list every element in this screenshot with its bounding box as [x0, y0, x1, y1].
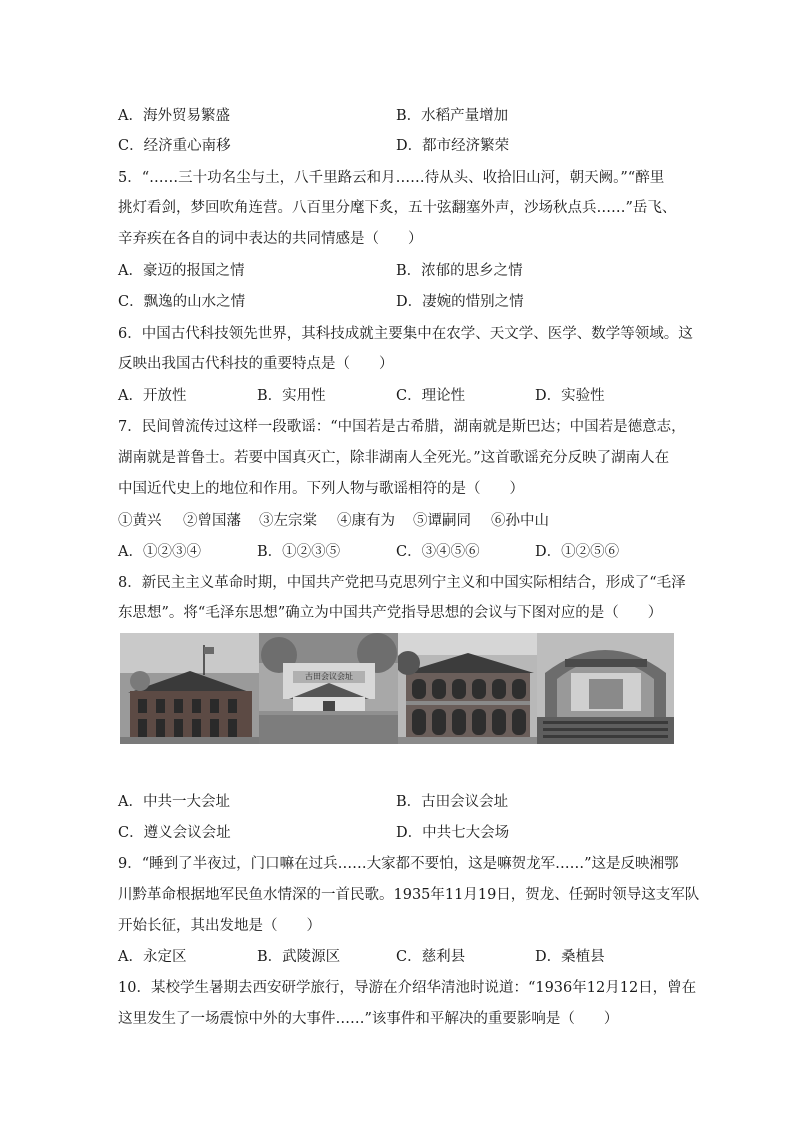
q6-option-d: D．实验性 — [535, 388, 605, 404]
q10-stem-line1: 10．某校学生暑期去西安研学旅行，导游在介绍华清池时说道：“1936年12月12日，曾在 — [118, 980, 697, 996]
q6-option-b: B．实用性 — [257, 388, 326, 404]
q9-option-d: D．桑植县 — [535, 949, 605, 965]
q7-item-2: ②曾国藩 — [183, 513, 241, 529]
q6-option-a: A．开放性 — [118, 388, 187, 404]
q9-option-b: B．武陵源区 — [257, 949, 341, 965]
q9-stem-line3: 开始长征，其出发地是（ ） — [118, 918, 321, 934]
q8-photo-brick-building — [120, 633, 259, 744]
q8-stem-line1: 8．新民主主义革命时期，中国共产党把马克思列宁主义和中国实际相结合，形成了“毛泽 — [118, 575, 686, 591]
q5-option-b: B．浓郁的思乡之情 — [396, 263, 523, 279]
q6-stem-line1: 6．中国古代科技领先世界，其科技成就主要集中在农学、天文学、医学、数学等领域。这 — [118, 326, 693, 342]
q8-photo-gutian-site — [259, 633, 398, 744]
q7-option-d: D．①②⑤⑥ — [535, 544, 620, 560]
q7-item-1: ①黄兴 — [118, 513, 162, 529]
q4-option-c: C．经济重心南移 — [118, 138, 231, 154]
q7-option-c: C．③④⑤⑥ — [396, 544, 480, 560]
q8-photo-strip — [120, 633, 674, 744]
q8-option-c: C．遵义会议会址 — [118, 825, 231, 841]
q7-stem-line3: 中国近代史上的地位和作用。下列人物与歌谣相符的是（ ） — [118, 481, 524, 497]
q8-photo-banner-text: 古田会议会址 — [305, 672, 353, 681]
q6-option-c: C．理论性 — [396, 388, 466, 404]
q7-option-a: A．①②③④ — [118, 544, 201, 560]
q7-item-5: ⑤谭嗣同 — [413, 513, 471, 529]
q5-stem-line1: 5．“……三十功名尘与土，八千里路云和月……待从头、收拾旧山河，朝天阙。”“醉里 — [118, 170, 665, 186]
q9-stem-line2: 川黔革命根据地军民鱼水情深的一首民歌。1935年11月19日，贺龙、任弼时领导这支军队 — [118, 887, 700, 903]
q8-option-b: B．古田会议会址 — [396, 794, 509, 810]
q10-stem-line2: 这里发生了一场震惊中外的大事件……”该事件和平解决的重要影响是（ ） — [118, 1011, 619, 1027]
q8-option-a: A．中共一大会址 — [118, 794, 230, 810]
q4-option-a: A．海外贸易繁盛 — [118, 108, 230, 124]
q9-option-a: A．永定区 — [118, 949, 187, 965]
q4-option-b: B．水稻产量增加 — [396, 108, 509, 124]
q8-photo-colonnade-building — [398, 633, 537, 744]
q6-stem-line2: 反映出我国古代科技的重要特点是（ ） — [118, 356, 394, 372]
q9-option-c: C．慈利县 — [396, 949, 466, 965]
q9-stem-line1: 9．“睡到了半夜过，门口嘛在过兵……大家都不要怕，这是嘛贺龙军……”这是反映湘鄂 — [118, 856, 679, 872]
q7-stem-line2: 湖南就是普鲁士。若要中国真灭亡，除非湖南人全死光。”这首歌谣充分反映了湖南人在 — [118, 450, 670, 466]
q7-stem-line1: 7．民间曾流传过这样一段歌谣：“中国若是古希腊，湖南就是斯巴达；中国若是德意志， — [118, 419, 686, 435]
q7-item-6: ⑥孙中山 — [491, 513, 549, 529]
q5-option-a: A．豪迈的报国之情 — [118, 263, 245, 279]
q7-item-3: ③左宗棠 — [259, 513, 317, 529]
q8-option-d: D．中共七大会场 — [396, 825, 510, 841]
q7-option-b: B．①②③⑤ — [257, 544, 341, 560]
q8-photo-congress-hall — [537, 633, 674, 744]
q5-stem-line2: 挑灯看剑，梦回吹角连营。八百里分麾下炙，五十弦翻塞外声，沙场秋点兵……”岳飞、 — [118, 200, 677, 216]
q5-option-c: C．飘逸的山水之情 — [118, 294, 246, 310]
q8-stem-line2: 东思想”。将“毛泽东思想”确立为中国共产党指导思想的会议与下图对应的是（ ） — [118, 605, 663, 621]
q4-option-d: D．都市经济繁荣 — [396, 138, 510, 154]
q5-option-d: D．凄婉的惜别之情 — [396, 294, 524, 310]
q5-stem-line3: 辛弃疾在各自的词中表达的共同情感是（ ） — [118, 231, 423, 247]
q7-item-4: ④康有为 — [337, 513, 395, 529]
